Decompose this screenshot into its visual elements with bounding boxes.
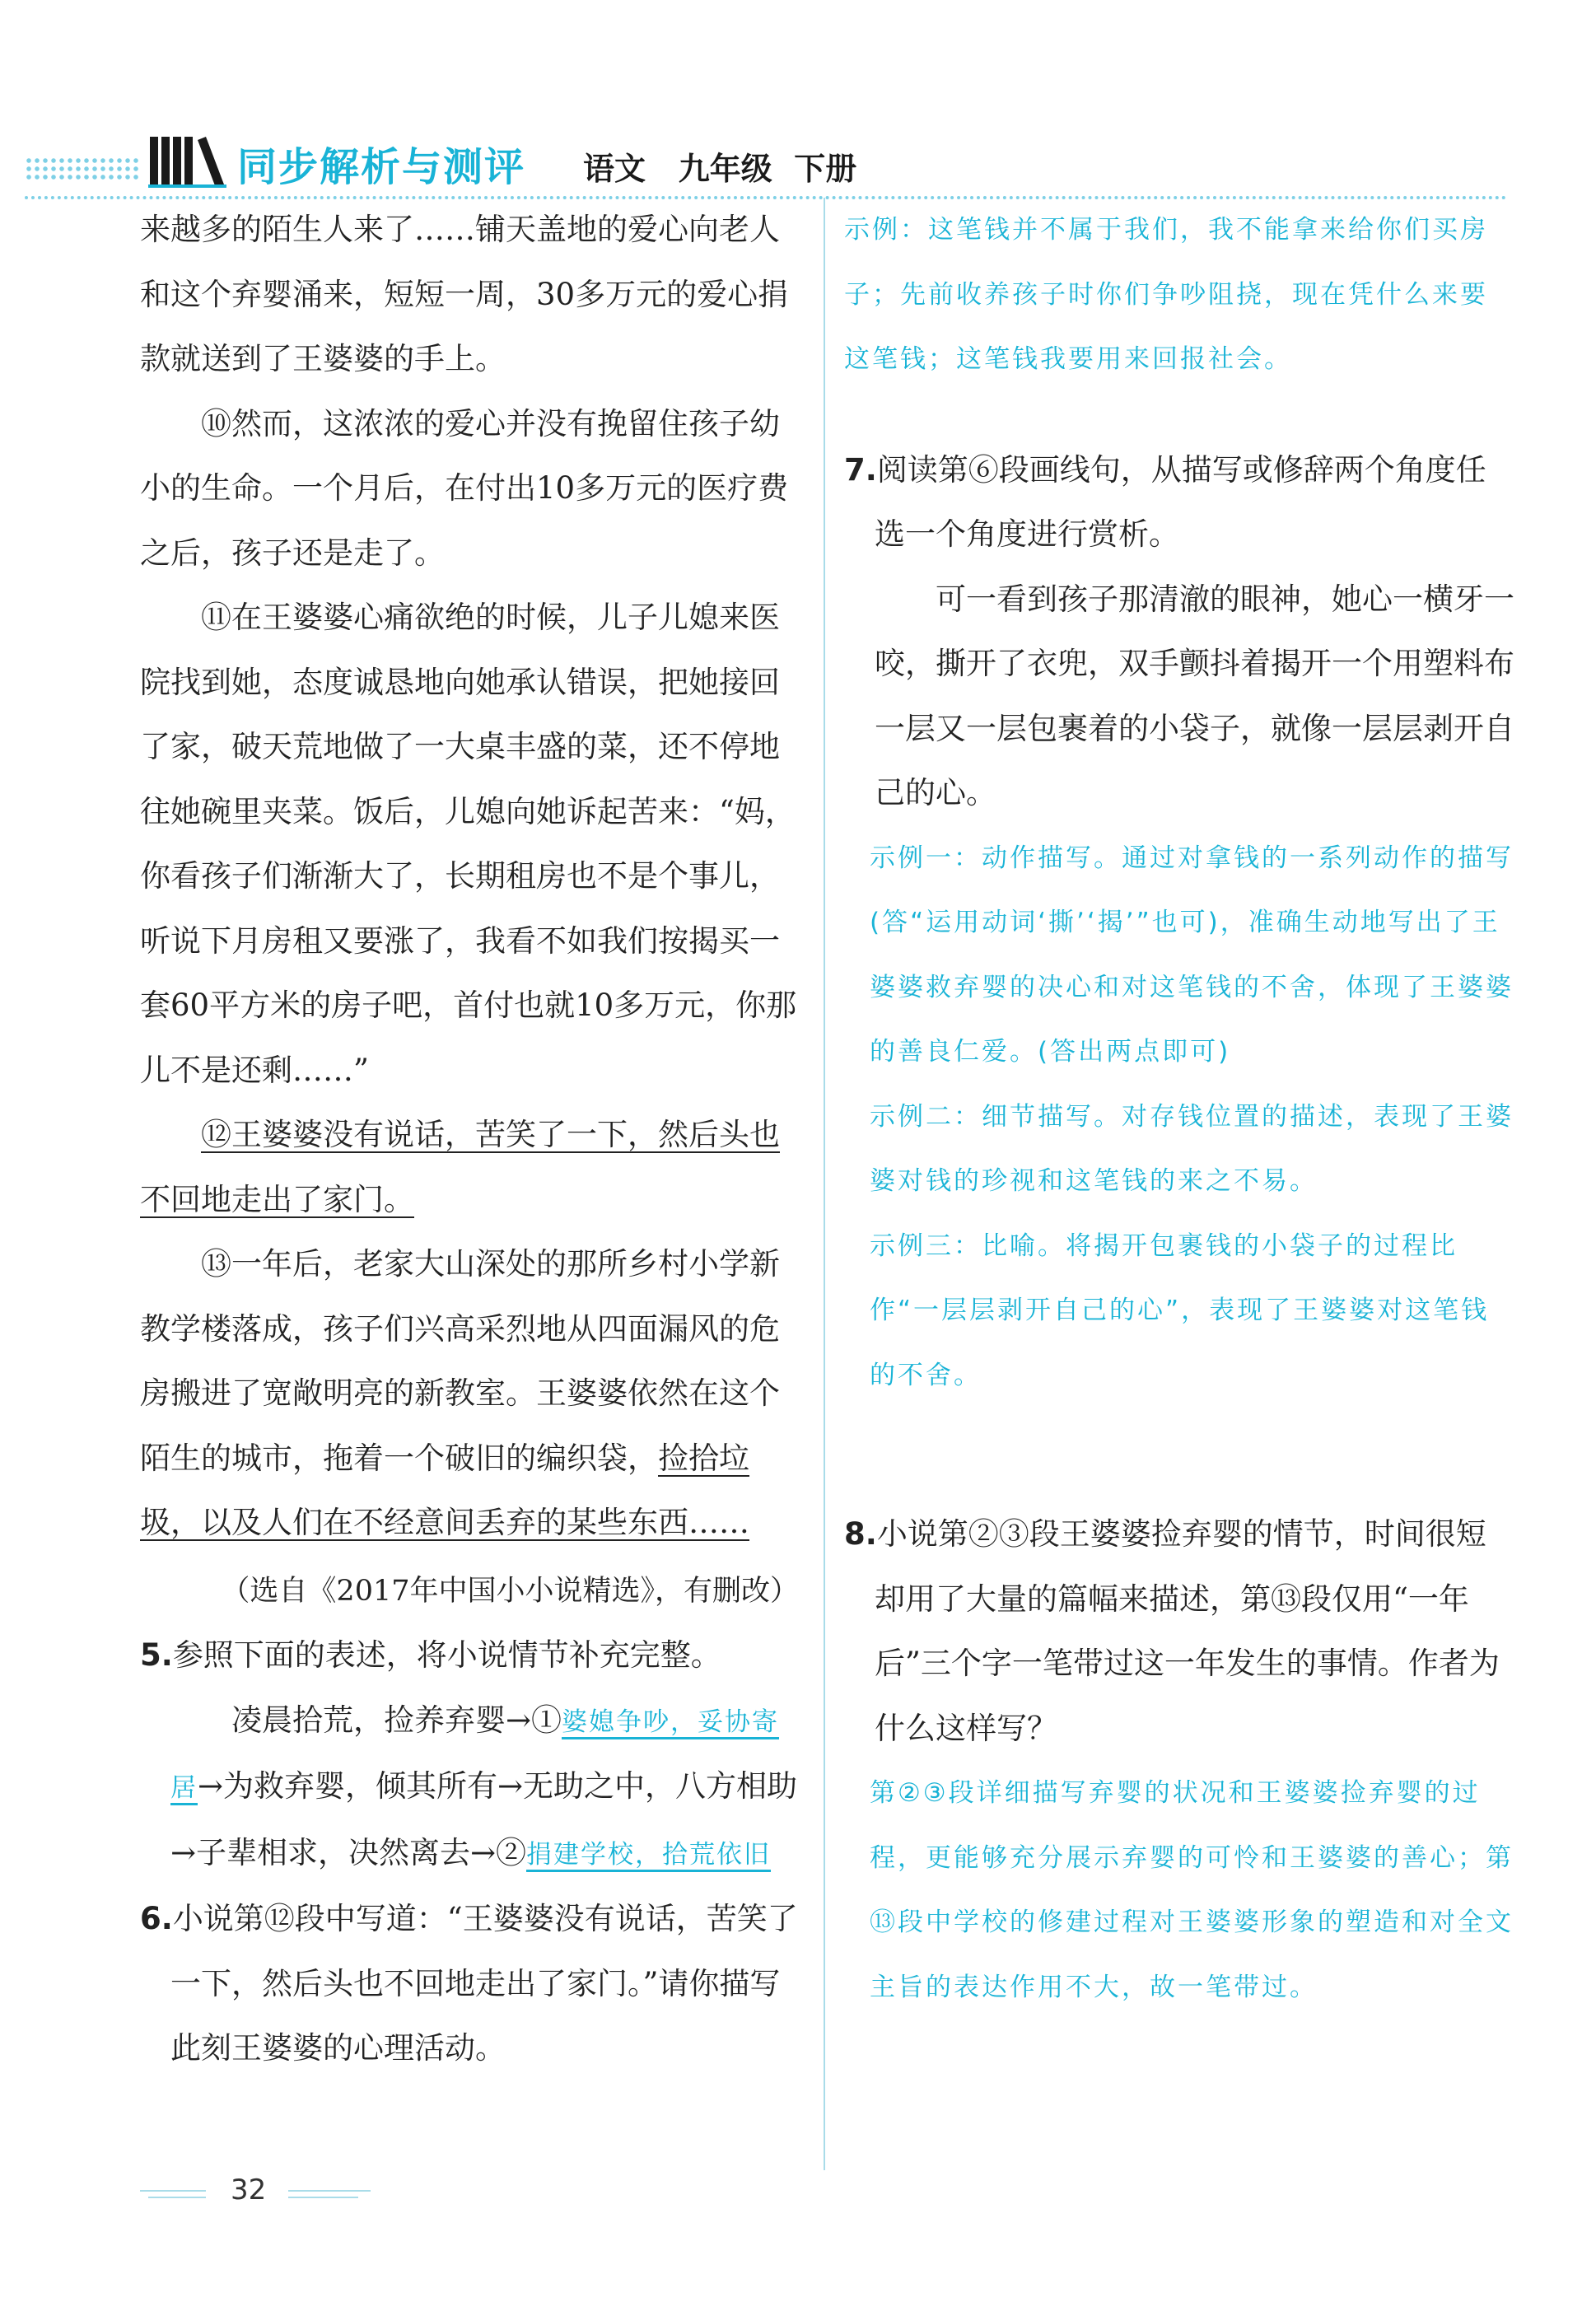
page-footer (140, 2170, 371, 2211)
column-divider (824, 198, 825, 2170)
question-7-number: 7. (844, 451, 877, 488)
question-8-number: 8. (844, 1516, 877, 1552)
question-7-text: 阅读第⑥段画线句，从描写或修辞两个角度任选一个角度进行赏析。 (875, 451, 1486, 552)
sequence-part-b: →为救弃婴，倾其所有→无助之中，八方相助→子辈相求，决然离去→② (170, 1768, 798, 1870)
books-icon (148, 132, 226, 188)
story-paragraph-continued: 来越多的陌生人来了……铺天盖地的爱心向老人和这个弃婴涌来，短短一周，30多万元的爱心捐款就送到了王婆婆的手上。 (140, 212, 789, 376)
story-paragraph-12: ⑫王婆婆没有说话，苦笑了一下，然后头也不回地走出了家门。 (140, 1117, 780, 1217)
story-paragraph-13 (140, 1232, 799, 1556)
question-7-quote: 可一看到孩子那清澈的眼神，她心一横牙一咬，撕开了衣兜，双手颤抖着揭开一个用塑料布一层又一层包裹着的小袋子，就像一层层剥开自己的心。 (875, 581, 1514, 810)
story-paragraph-11: ⑪在王婆婆心痛欲绝的时候，儿子儿媳来医院找到她，态度诚恳地向她承认错误，把她接回了家，破天荒地做了一大桌丰盛的菜，还不停地往她碗里夹菜。饭后，儿媳向她诉起苦来：“妈，你看孩子们渐渐大了，长期租房也不是个事儿，听说下月房租又要涨了，我看不如我们按揭买一套60平方米的房子吧，首付也就10多万元，你那儿不是还剩……” (140, 600, 797, 1088)
footer-line-right (288, 2190, 371, 2192)
series-title: 同步解析与测评 (237, 144, 526, 190)
answer-6: 示例：这笔钱并不属于我们，我不能拿来给你们买房子；先前收养孩子时你们争吵阻挠，现在凭什么来要这笔钱；这笔钱我要用来回报社会。 (844, 215, 1488, 374)
question-8 (844, 1502, 1515, 1761)
question-5 (140, 1623, 799, 1688)
footer-line-right-2 (288, 2197, 358, 2198)
question-6-number: 6. (140, 1901, 173, 1936)
story-paragraph-10: ⑩然而，这浓浓的爱心并没有挽留住孩子幼小的生命。一个月后，在付出10多万元的医疗费之后，孩子还是走了。 (140, 405, 789, 571)
question-6 (140, 1887, 799, 2081)
book-info (583, 143, 856, 189)
sequence-part-a: 凌晨拾荒，捡养弃婴→① (231, 1702, 562, 1738)
paragraph-13-text: ⑬一年后，老家大山深处的那所乡村小学新教学楼落成，孩子们兴高采烈地从四面漏风的危房搬进了宽敞明亮的新教室。王婆婆依然在这个陌生的城市，拖着一个破旧的编织袋， (140, 1246, 780, 1476)
footer-line-left-2 (148, 2197, 206, 2198)
answer-7-example-2: 示例二：细节描写。对存钱位置的描述，表现了王婆婆对钱的珍视和这笔钱的来之不易。 (870, 1101, 1514, 1196)
paragraph-13-underlined: 捡拾垃圾，以及人们在不经意间丢弃的某些东西…… (140, 1440, 749, 1540)
footer-line-left (140, 2190, 206, 2192)
volume-label: 下册 (794, 151, 857, 187)
page-header (25, 124, 1507, 198)
subject-label: 语文 (583, 151, 646, 187)
question-5-number: 5. (140, 1637, 173, 1673)
question-7 (844, 438, 1515, 567)
answer-5-1: 婆媳争吵，妥协寄居 (170, 1707, 780, 1803)
source-citation: （选自《2017年中国小小说精选》，有删改） (221, 1574, 799, 1608)
answer-5-2: 捐建学校，拾荒依旧 (526, 1839, 772, 1870)
answer-7-example-1: 示例一：动作描写。通过对拿钱的一系列动作的描写(答“运用动词‘撕’‘揭’”也可)，准确生动地写出了王婆婆救弃婴的决心和对这笔钱的不舍，体现了王婆婆的善良仁爱。(答出两点即可) (870, 843, 1514, 1067)
header-dot-pattern (25, 156, 140, 183)
page-number: 32 (231, 2174, 267, 2206)
question-8-text: 小说第②③段王婆婆捡弃婴的情节，时间很短却用了大量的篇幅来描述，第⑬段仅用“一年后”三个字一笔带过这一年发生的事情。作者为什么这样写？ (875, 1516, 1500, 1746)
question-5-text: 参照下面的表述，将小说情节补充完整。 (172, 1637, 721, 1673)
answer-8: 第②③段详细描写弃婴的状况和王婆婆捡弃婴的过程，更能够充分展示弃婴的可怜和王婆婆的善心；第⑬段中学校的修建过程对王婆婆形象的塑造和对全文主旨的表达作用不大，故一笔带过。 (870, 1778, 1514, 2002)
question-6-text: 小说第⑫段中写道：“王婆婆没有说话，苦笑了一下，然后头也不回地走出了家门。”请你描写此刻王婆婆的心理活动。 (170, 1901, 798, 2066)
answer-7-example-3: 示例三：比喻。将揭开包裹钱的小袋子的过程比作“一层层剥开自己的心”，表现了王婆婆对这笔钱的不舍。 (870, 1230, 1490, 1390)
right-column (844, 198, 1515, 2019)
question-5-sequence (140, 1688, 799, 1888)
grade-label: 九年级 (678, 151, 772, 187)
left-column (140, 198, 799, 2081)
